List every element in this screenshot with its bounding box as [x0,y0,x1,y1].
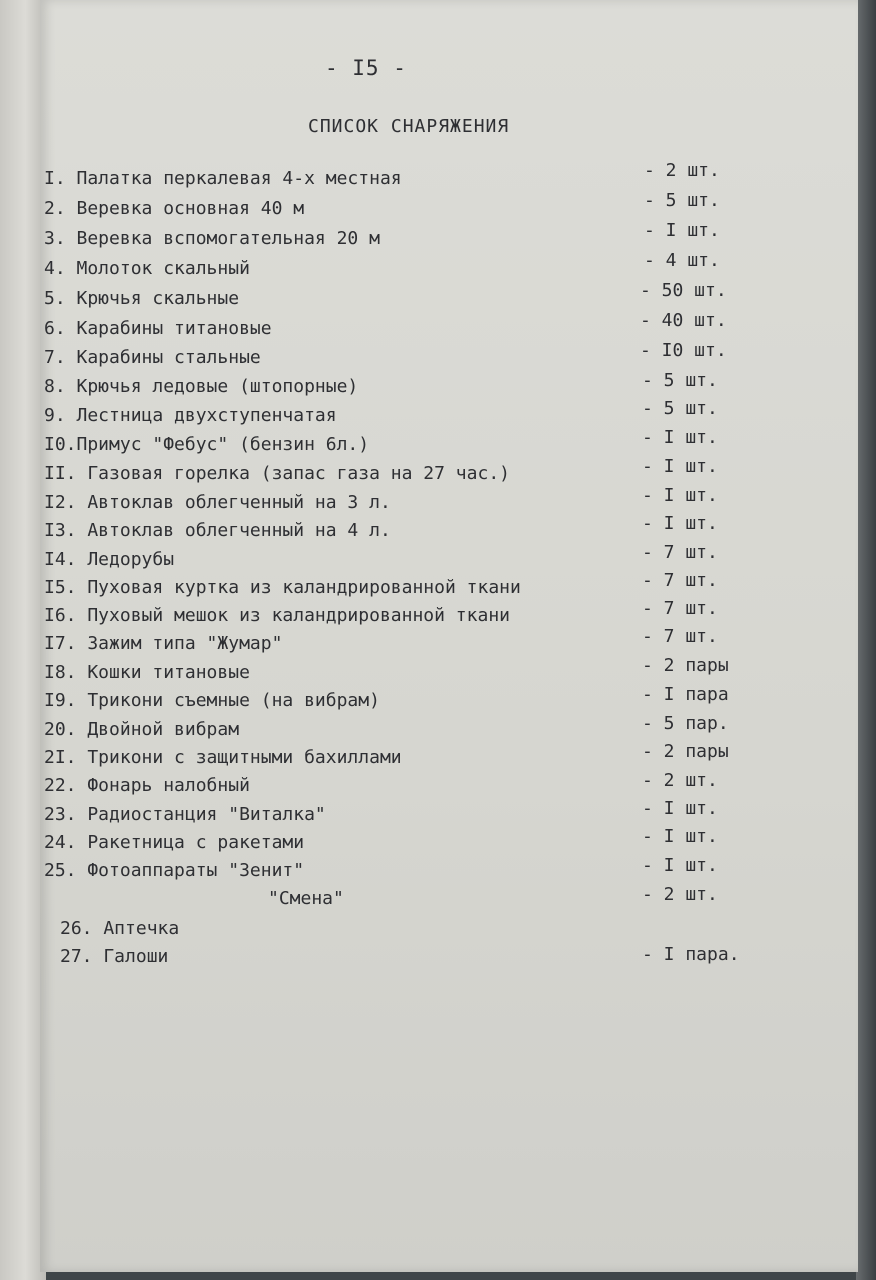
folder-edge [856,0,876,1280]
list-item-quantity: - I шт. [642,798,718,819]
list-item-label: 23. Радиостанция "Виталка" [44,804,326,825]
page-title: СПИСОК СНАРЯЖЕНИЯ [308,116,510,137]
list-item-quantity: - 7 шт. [642,598,718,619]
list-item-quantity: - 5 шт. [644,190,720,211]
page-number: - I5 - [325,56,407,80]
list-item-label: I5. Пуховая куртка из каландрированной ткани [44,577,521,598]
list-item-label: 8. Крючья ледовые (штопорные) [44,376,359,397]
list-item-label: 27. Галоши [60,946,169,967]
list-item-label: 5. Крючья скальные [44,288,240,309]
list-item-quantity: - I пара. [642,944,740,965]
list-item-quantity: - I шт. [642,427,718,448]
list-item-quantity: - 40 шт. [640,310,727,331]
list-item-quantity: - I шт. [644,220,720,241]
list-item-quantity: - I шт. [642,456,718,477]
list-item-quantity: - I шт. [642,855,718,876]
list-item-quantity: - 7 шт. [642,626,718,647]
list-item-quantity: - I пара [642,684,729,705]
list-item-quantity: - 5 шт. [642,398,718,419]
list-item-label: I8. Кошки титановые [44,662,250,683]
list-item-label: I4. Ледорубы [44,549,175,570]
list-item-quantity: - 5 пар. [642,713,729,734]
list-item-quantity: - 7 шт. [642,542,718,563]
list-item-quantity: - 4 шт. [644,250,720,271]
list-item-quantity: - I шт. [642,485,718,506]
list-item-label: I6. Пуховый мешок из каландрированной ткани [44,605,510,626]
list-item-label: I9. Трикони съемные (на вибрам) [44,690,380,711]
list-item-label: I3. Автоклав облегченный на 4 л. [44,520,391,541]
list-item-label: 2I. Трикони с защитными бахиллами [44,747,402,768]
list-item-quantity: - 50 шт. [640,280,727,301]
list-item-label: I2. Автоклав облегченный на 3 л. [44,492,391,513]
list-item-label: 9. Лестница двухступенчатая [44,405,337,426]
list-item-label: I7. Зажим типа "Жумар" [44,633,283,654]
list-item-quantity: - I шт. [642,513,718,534]
list-item-label: II. Газовая горелка (запас газа на 27 час.) [44,463,510,484]
list-item-quantity: - 2 пары [642,741,729,762]
list-item-label: 4. Молоток скальный [44,258,250,279]
list-item-label: 2. Веревка основная 40 м [44,198,305,219]
list-item-label: 24. Ракетница с ракетами [44,832,305,853]
list-item-quantity: - 5 шт. [642,370,718,391]
list-item-label: 7. Карабины стальные [44,347,261,368]
list-item-quantity: - 7 шт. [642,570,718,591]
list-item-label: 3. Веревка вспомогательная 20 м [44,228,380,249]
list-item-label: 22. Фонарь налобный [44,775,250,796]
list-item-quantity: - 2 шт. [644,160,720,181]
list-item-label: I0.Примус "Фебус" (бензин 6л.) [44,434,370,455]
list-item-quantity: - I0 шт. [640,340,727,361]
list-item-label: 20. Двойной вибрам [44,719,240,740]
list-item-label: 26. Аптечка [60,918,180,939]
list-item-label: "Смена" [268,888,344,909]
list-item-quantity: - 2 шт. [642,884,718,905]
list-item-label: 6. Карабины титановые [44,318,272,339]
list-item-label: 25. Фотоаппараты "Зенит" [44,860,305,881]
document-page [40,0,858,1272]
list-item-quantity: - 2 пары [642,655,729,676]
list-item-quantity: - I шт. [642,826,718,847]
list-item-quantity: - 2 шт. [642,770,718,791]
list-item-label: I. Палатка перкалевая 4-х местная [44,168,402,189]
